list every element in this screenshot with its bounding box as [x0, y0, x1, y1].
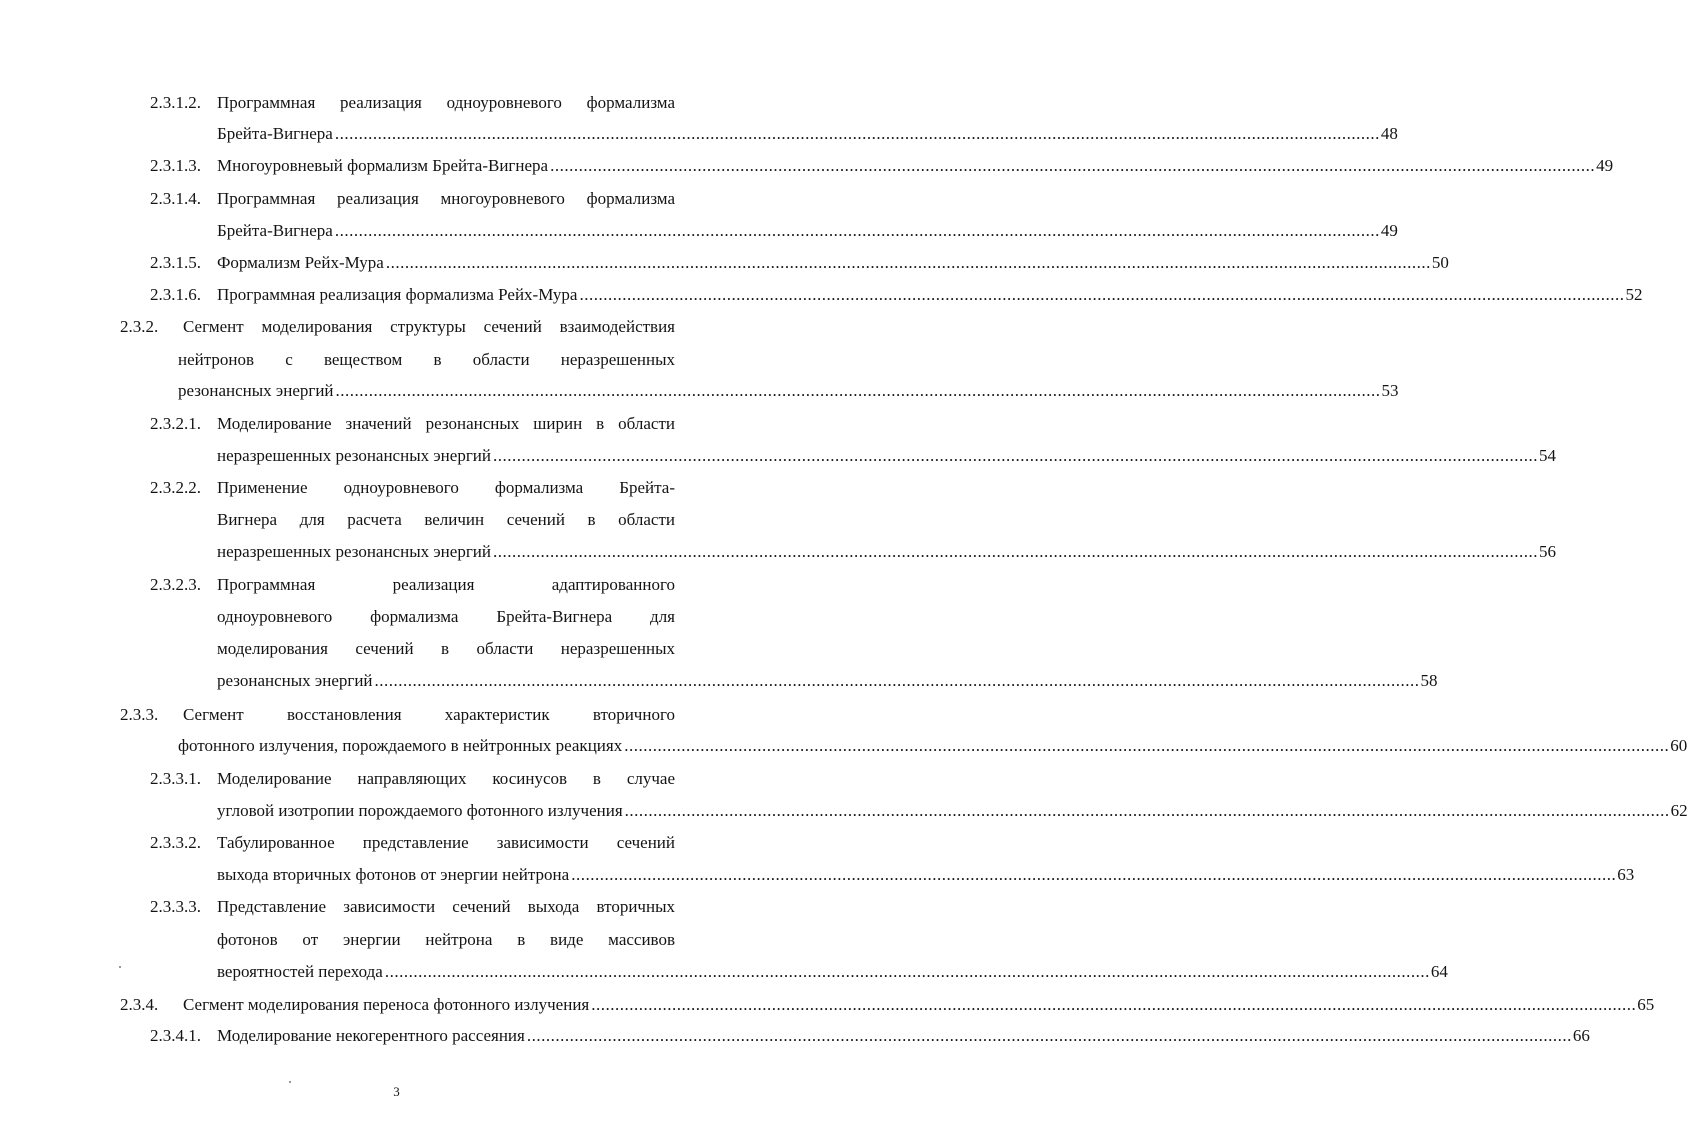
dot-leader: ............................................................................................................................................................................................................................	[334, 221, 1380, 240]
toc-line	[0, 414, 793, 434]
toc-entry-title: Программная реализация многоуровневого формализма	[217, 189, 675, 208]
dot-leader: ............................................................................................................................................................................................................................	[335, 381, 1381, 400]
toc-page-number: 58	[1420, 671, 1438, 690]
toc-line	[0, 833, 793, 853]
toc-entry-title: угловой изотропии порождаемого фотонного излучения	[217, 801, 623, 820]
toc-entry-continuation: одноуровневого формализма Брейта-Вигнера для	[217, 607, 675, 626]
toc-entry-number: 2.3.3.2.	[150, 833, 201, 852]
scan-speck	[289, 1081, 291, 1083]
toc-entry-title: Сегмент моделирования структуры сечений взаимодействия	[183, 317, 675, 336]
toc-page-number: 53	[1381, 381, 1399, 400]
toc-entry-leader	[183, 995, 1655, 1015]
toc-page-number: 60	[1670, 736, 1688, 755]
toc-entry-leader	[217, 801, 1688, 821]
toc-entry-number: 2.3.4.1.	[150, 1026, 201, 1045]
dot-leader: ............................................................................................................................................................................................................................	[571, 865, 1617, 884]
dot-leader: ............................................................................................................................................................................................................................	[624, 801, 1670, 820]
toc-line	[0, 510, 793, 530]
toc-entry-title: выхода вторичных фотонов от энергии нейтрона	[217, 865, 570, 884]
toc-entry-number: 2.3.1.3.	[150, 156, 201, 175]
toc-entry-number: 2.3.1.6.	[150, 285, 201, 304]
toc-entry-continuation: моделирования сечений в области неразрешенных	[217, 639, 675, 658]
toc-line	[0, 705, 793, 725]
dot-leader: ............................................................................................................................................................................................................................	[526, 1026, 1572, 1045]
toc-entry-title: Программная реализация формализма Рейх-Мура	[217, 285, 578, 304]
toc-entry-leader	[217, 962, 1448, 982]
toc-entry-title: резонансных энергий	[178, 381, 334, 400]
toc-line	[0, 189, 793, 209]
toc-entry-title: неразрешенных резонансных энергий	[217, 542, 491, 561]
toc-line	[0, 253, 1449, 273]
dot-leader: ............................................................................................................................................................................................................................	[374, 671, 1420, 690]
dot-leader: ............................................................................................................................................................................................................................	[550, 156, 1596, 175]
toc-page-number: 56	[1538, 542, 1556, 561]
toc-entry-title: Многоуровневый формализм Брейта-Вигнера	[217, 156, 549, 175]
toc-line	[0, 285, 1643, 305]
toc-entry-title: Брейта-Вигнера	[217, 221, 333, 240]
dot-leader: ............................................................................................................................................................................................................................	[579, 285, 1625, 304]
toc-entry-title: Программная реализация одноуровневого формализма	[217, 93, 675, 112]
toc-line	[0, 1026, 1590, 1046]
toc-entry-leader	[217, 671, 1438, 691]
dot-leader: ............................................................................................................................................................................................................................	[591, 995, 1637, 1014]
toc-entry-title: Формализм Рейх-Мура	[217, 253, 384, 272]
toc-entry-number: 2.3.1.5.	[150, 253, 201, 272]
toc-entry-title: Моделирование некогерентного рассеяния	[217, 1026, 525, 1045]
toc-entry-number: 2.3.2.3.	[150, 575, 201, 594]
toc-line	[0, 865, 1635, 885]
toc-page-number: 54	[1538, 446, 1556, 465]
toc-line	[0, 93, 793, 113]
toc-entry-number: 2.3.4.	[120, 995, 159, 1014]
toc-entry-title: Моделирование направляющих косинусов в случае	[217, 769, 675, 788]
toc-entry-title: резонансных энергий	[217, 671, 373, 690]
toc-entry-continuation: нейтронов с веществом в области неразрешенных	[178, 350, 675, 369]
toc-entry-number: 2.3.2.	[120, 317, 159, 336]
toc-entry-title: Представление зависимости сечений выхода вторичных	[217, 897, 675, 916]
toc-page-number: 65	[1637, 995, 1655, 1014]
toc-entry-leader	[178, 381, 1399, 401]
toc-entry-title: фотонного излучения, порождаемого в нейтронных реакциях	[178, 736, 623, 755]
toc-entry-leader	[217, 285, 1643, 305]
toc-line	[0, 446, 1556, 466]
dot-leader: ............................................................................................................................................................................................................................	[492, 542, 1538, 561]
toc-entry-title: Табулированное представление зависимости сечений	[217, 833, 675, 852]
toc-entry-title: Моделирование значений резонансных ширин в области	[217, 414, 675, 433]
toc-line	[0, 478, 793, 498]
toc-entry-number: 2.3.1.4.	[150, 189, 201, 208]
toc-page-number: 48	[1380, 124, 1398, 143]
dot-leader: ............................................................................................................................................................................................................................	[492, 446, 1538, 465]
dot-leader: ............................................................................................................................................................................................................................	[334, 124, 1380, 143]
toc-entry-title: Сегмент моделирования переноса фотонного излучения	[183, 995, 590, 1014]
toc-line	[0, 381, 1399, 401]
toc-line	[0, 124, 1398, 144]
toc-entry-number: 2.3.1.2.	[150, 93, 201, 112]
toc-page-number: 66	[1572, 1026, 1590, 1045]
toc-entry-number: 2.3.2.2.	[150, 478, 201, 497]
toc-entry-continuation: фотонов от энергии нейтрона в виде массивов	[217, 930, 675, 949]
dot-leader: ............................................................................................................................................................................................................................	[384, 962, 1430, 981]
scan-speck	[119, 966, 121, 968]
toc-page-number: 49	[1596, 156, 1614, 175]
toc-line	[0, 801, 1688, 821]
toc-entry-leader	[178, 736, 1688, 756]
toc-page-number: 63	[1617, 865, 1635, 884]
toc-entry-title: Программная реализация адаптированного	[217, 575, 675, 594]
toc-line	[0, 542, 1556, 562]
toc-line	[0, 317, 793, 337]
toc-entry-title: неразрешенных резонансных энергий	[217, 446, 491, 465]
toc-line	[0, 575, 793, 595]
toc-entry-number: 2.3.3.1.	[150, 769, 201, 788]
toc-entry-number: 2.3.3.3.	[150, 897, 201, 916]
toc-entry-leader	[217, 446, 1556, 466]
toc-page-number: 49	[1380, 221, 1398, 240]
toc-line	[0, 350, 793, 370]
toc-line	[0, 995, 1655, 1015]
toc-line	[0, 930, 793, 950]
toc-line	[0, 156, 1614, 176]
toc-page-number: 50	[1431, 253, 1449, 272]
toc-entry-leader	[217, 221, 1398, 241]
toc-entry-number: 2.3.2.1.	[150, 414, 201, 433]
toc-page-number: 52	[1625, 285, 1643, 304]
toc-entry-leader	[217, 865, 1635, 885]
toc-page-number: 64	[1430, 962, 1448, 981]
toc-entry-title: Применение одноуровневого формализма Брейта-	[217, 478, 675, 497]
toc-entry-title: вероятностей перехода	[217, 962, 383, 981]
toc-entry-leader	[217, 124, 1398, 144]
toc-entry-leader	[217, 1026, 1590, 1046]
toc-line	[0, 962, 1448, 982]
toc-entry-leader	[217, 156, 1614, 176]
toc-entry-leader	[217, 542, 1556, 562]
page-number: 3	[393, 1084, 400, 1099]
toc-entry-number: 2.3.3.	[120, 705, 159, 724]
toc-page-number: 62	[1670, 801, 1688, 820]
toc-entry-continuation: Вигнера для расчета величин сечений в области	[217, 510, 675, 529]
dot-leader: ............................................................................................................................................................................................................................	[624, 736, 1670, 755]
dot-leader: ............................................................................................................................................................................................................................	[385, 253, 1431, 272]
toc-entry-title: Брейта-Вигнера	[217, 124, 333, 143]
toc-line	[0, 897, 793, 917]
toc-line	[0, 607, 793, 627]
toc-line	[0, 221, 1398, 241]
toc-entry-title: Сегмент восстановления характеристик вторичного	[183, 705, 675, 724]
toc-line	[0, 671, 1438, 691]
toc-entry-leader	[217, 253, 1449, 273]
toc-line	[0, 769, 793, 789]
toc-line	[0, 639, 793, 659]
toc-line	[0, 736, 1688, 756]
